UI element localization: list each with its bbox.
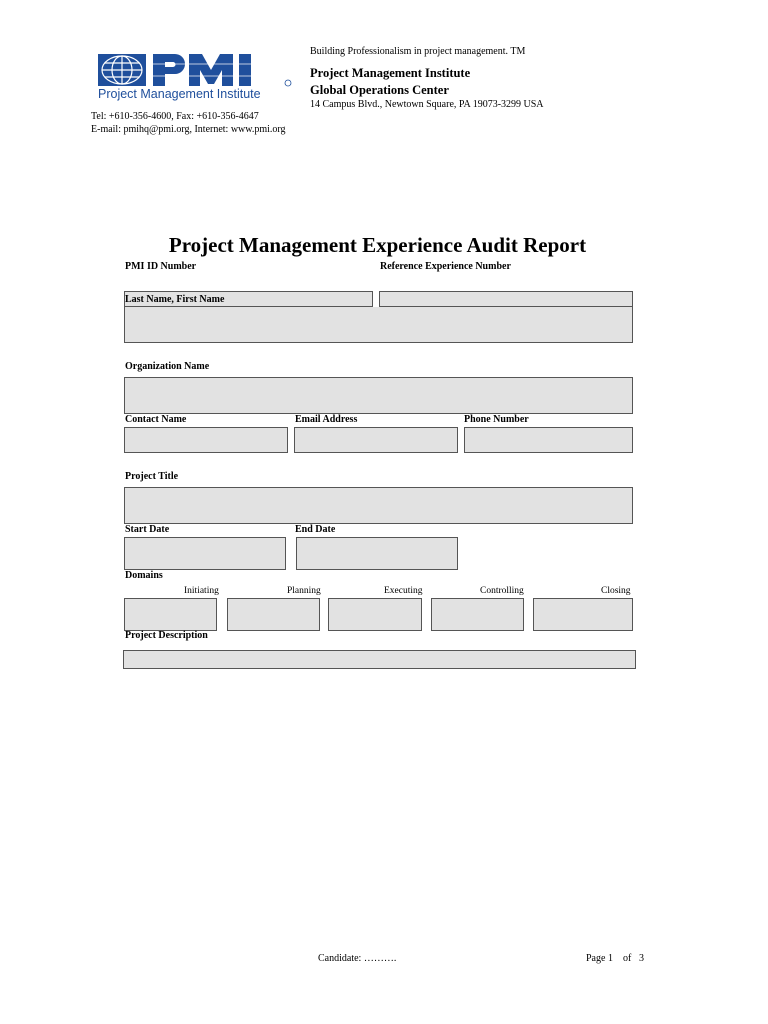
- domain-initiating-field[interactable]: [124, 598, 217, 631]
- start-date-label: Start Date: [125, 524, 170, 535]
- contact-phone-fax: Tel: +610-356-4600, Fax: +610-356-4647: [91, 111, 259, 122]
- page-title: Project Management Experience Audit Report: [168, 233, 587, 257]
- email-label: Email Address: [295, 414, 358, 425]
- contact-field[interactable]: [124, 427, 288, 453]
- domain-controlling-label: Controlling: [480, 586, 524, 596]
- contact-email-web: E-mail: pmihq@pmi.org, Internet: www.pmi.org: [91, 124, 286, 135]
- page-number: Page 1: [586, 953, 613, 964]
- domain-closing-field[interactable]: [533, 598, 633, 631]
- organization-field[interactable]: [124, 377, 633, 414]
- email-field[interactable]: [294, 427, 458, 453]
- domain-planning-label: Planning: [287, 586, 321, 596]
- phone-field[interactable]: [464, 427, 633, 453]
- organization-label: Organization Name: [125, 361, 210, 372]
- operations-center: Global Operations Center: [310, 83, 449, 97]
- address: 14 Campus Blvd., Newtown Square, PA 19073-3299 USA: [310, 99, 544, 110]
- domain-controlling-field[interactable]: [431, 598, 524, 631]
- description-field[interactable]: [123, 650, 636, 669]
- name-label: Last Name, First Name: [125, 294, 225, 305]
- domain-initiating-label: Initiating: [184, 586, 219, 596]
- end-date-label: End Date: [295, 524, 336, 535]
- reference-label: Reference Experience Number: [380, 261, 511, 272]
- org-name: Project Management Institute: [310, 66, 471, 80]
- reference-field[interactable]: [379, 291, 633, 307]
- description-label: Project Description: [125, 630, 208, 641]
- pmi-id-label: PMI ID Number: [125, 261, 197, 272]
- logo-caption: Project Management Institute: [98, 87, 261, 101]
- start-date-field[interactable]: [124, 537, 286, 570]
- domains-label: Domains: [125, 570, 163, 581]
- end-date-field[interactable]: [296, 537, 458, 570]
- page-total: 3: [639, 953, 644, 964]
- domain-executing-label: Executing: [384, 586, 423, 596]
- contact-label: Contact Name: [125, 414, 187, 425]
- name-field[interactable]: [124, 307, 633, 343]
- page-of: of: [623, 953, 632, 964]
- project-title-label: Project Title: [125, 471, 179, 482]
- domain-executing-field[interactable]: [328, 598, 422, 631]
- domain-closing-label: Closing: [601, 586, 631, 596]
- domain-planning-field[interactable]: [227, 598, 320, 631]
- candidate-footer: Candidate: ……….: [318, 953, 397, 964]
- tagline: Building Professionalism in project management. TM: [310, 46, 526, 57]
- project-title-field[interactable]: [124, 487, 633, 524]
- phone-label: Phone Number: [464, 414, 529, 425]
